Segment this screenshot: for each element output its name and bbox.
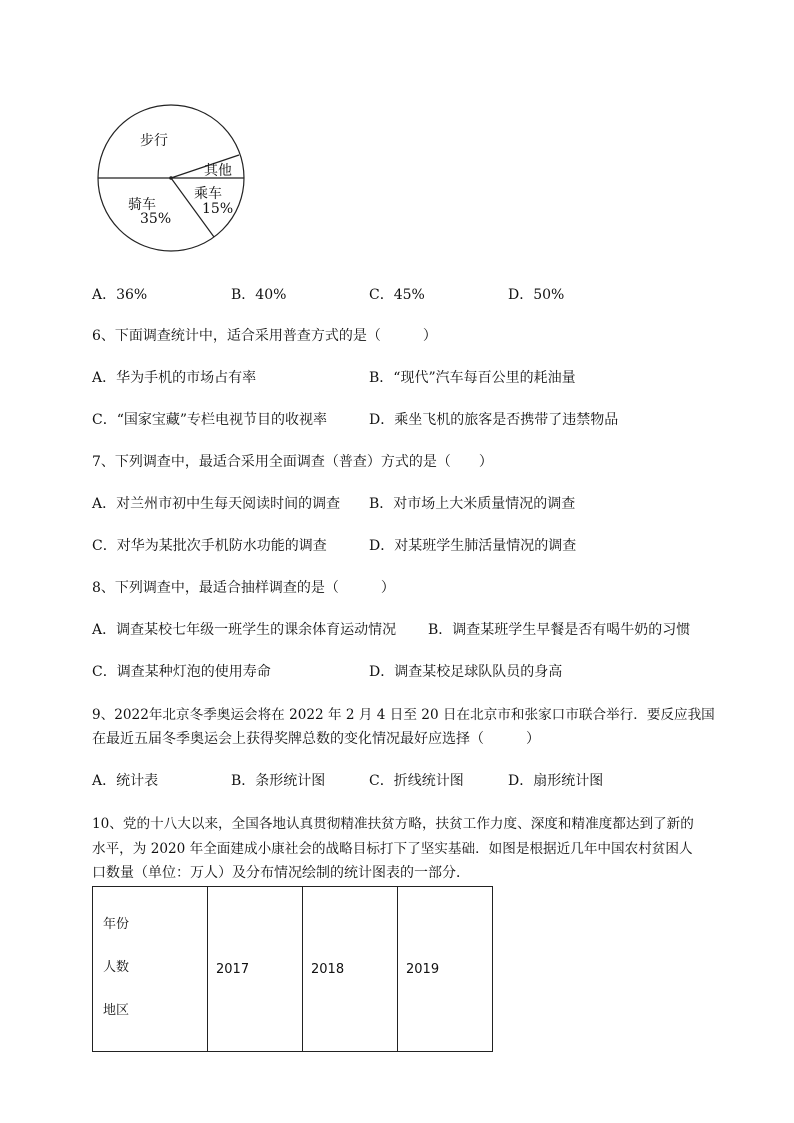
pie-label-car: 乘车	[194, 186, 222, 202]
q9-option-c: C．折线统计图	[369, 773, 464, 789]
q10-stem-line3: 口数量（单位：万人）及分布情况绘制的统计图表的一部分．	[92, 865, 470, 881]
q5-option-d: D．50%	[508, 287, 565, 303]
q7-option-c: C．对华为某批次手机防水功能的调查	[92, 538, 327, 554]
pie-chart	[96, 100, 246, 260]
q8-option-b: B．调查某班学生早餐是否有喝牛奶的习惯	[428, 622, 691, 638]
table-year-2018: 2018	[303, 887, 398, 1052]
header-label-region: 地区	[103, 1003, 130, 1018]
q6-option-d: D．乘坐飞机的旅客是否携带了违禁物品	[369, 412, 619, 428]
header-label-count: 人数	[103, 960, 130, 975]
table-header-cell	[93, 887, 208, 1052]
q9-option-d: D．扇形统计图	[508, 773, 604, 789]
q8-option-d: D．调查某校足球队队员的身高	[369, 664, 563, 680]
pie-label-other: 其他	[204, 163, 232, 179]
pie-center-dot	[169, 176, 173, 180]
pie-pct-car: 15%	[202, 201, 234, 217]
q9-option-b: B．条形统计图	[231, 773, 326, 789]
pie-label-walk: 步行	[140, 133, 168, 149]
pie-label-bike: 骑车	[128, 197, 156, 213]
table-year-2019: 2019	[398, 887, 493, 1052]
q9-stem-line2: 在最近五届冬季奥运会上获得奖牌总数的变化情况最好应选择（ ）	[92, 731, 540, 747]
q6-stem: 6、下面调查统计中，适合采用普查方式的是（ ）	[92, 328, 437, 344]
q6-option-a: A．华为手机的市场占有率	[92, 370, 257, 386]
pie-pct-bike: 35%	[140, 211, 172, 227]
q9-stem-line1: 9、2022年北京冬季奥运会将在 2022 年 2 月 4 日至 20 日在北京市和张家口市联合举行．要反应我国	[92, 707, 715, 723]
q7-option-b: B．对市场上大米质量情况的调查	[369, 496, 576, 512]
q10-stem-line2: 水平，为 2020 年全面建成小康社会的战略目标打下了坚实基础．如图是根据近几年中国农村贫困人	[92, 841, 693, 857]
q5-option-b: B．40%	[231, 287, 287, 303]
header-label-year: 年份	[103, 917, 130, 932]
q5-option-a: A．36%	[92, 287, 148, 303]
q7-stem: 7、下列调查中，最适合采用全面调查（普查）方式的是（ ）	[92, 454, 493, 470]
q5-option-c: C．45%	[369, 287, 425, 303]
q8-option-a: A．调查某校七年级一班学生的课余体育运动情况	[92, 622, 397, 638]
q7-option-d: D．对某班学生肺活量情况的调查	[369, 538, 577, 554]
table-year-2017: 2017	[208, 887, 303, 1052]
table-row	[93, 887, 493, 1052]
q7-option-a: A．对兰州市初中生每天阅读时间的调查	[92, 496, 341, 512]
q6-option-b: B．“现代”汽车每百公里的耗油量	[369, 370, 576, 386]
q6-option-c: C．“国家宝藏”专栏电视节目的收视率	[92, 412, 328, 428]
q8-option-c: C．调查某种灯泡的使用寿命	[92, 664, 271, 680]
q8-stem: 8、下列调查中，最适合抽样调查的是（ ）	[92, 580, 395, 596]
q10-table	[92, 886, 493, 1052]
q9-option-a: A．统计表	[92, 773, 159, 789]
q10-stem-line1: 10、党的十八大以来，全国各地认真贯彻精准扶贫方略，扶贫工作力度、深度和精准度都达到了新的	[92, 816, 694, 832]
